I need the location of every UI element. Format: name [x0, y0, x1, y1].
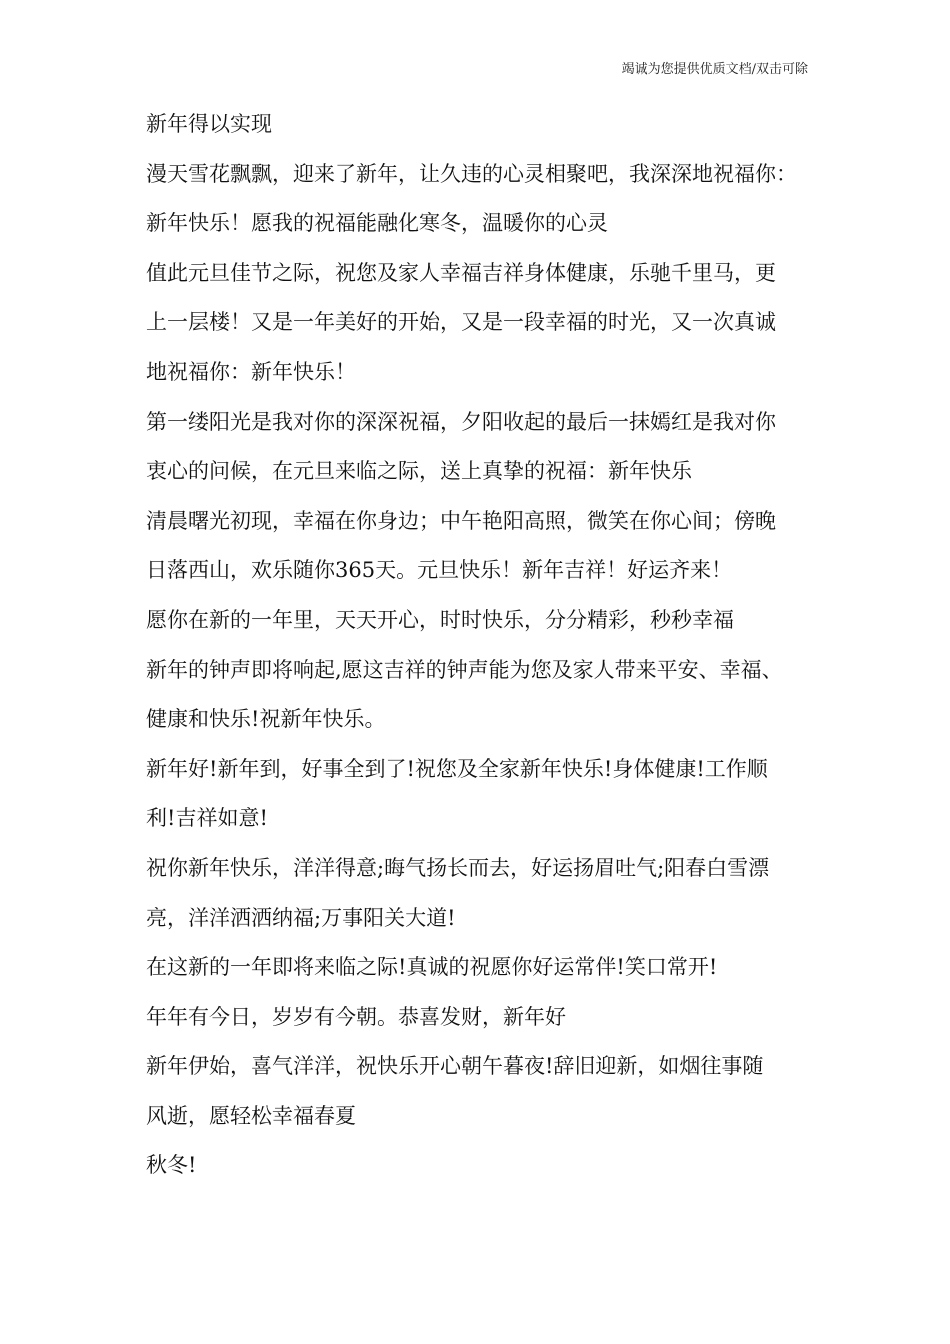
text-line: 新年快乐！愿我的祝福能融化寒冬，温暖你的心灵: [146, 211, 608, 236]
text-line: 漫天雪花飘飘，迎来了新年，让久违的心灵相聚吧，我深深地祝福你：: [146, 161, 797, 186]
text-line: 清晨曙光初现，幸福在你身边；中午艳阳高照，微笑在你心间；傍晚: [146, 508, 776, 533]
text-line: 利!吉祥如意!: [146, 806, 268, 831]
text-line: 新年伊始，喜气洋洋，祝快乐开心朝午暮夜!辞旧迎新，如烟往事随: [146, 1054, 764, 1079]
text-line: 衷心的问候，在元旦来临之际，送上真挚的祝福：新年快乐: [146, 459, 692, 484]
text-line: 值此元旦佳节之际，祝您及家人幸福吉祥身体健康，乐驰千里马，更: [146, 260, 776, 285]
text-line: 风逝，愿轻松幸福春夏: [146, 1103, 356, 1128]
text-line: 上一层楼！又是一年美好的开始，又是一段幸福的时光，又一次真诚: [146, 310, 776, 335]
text-line: 秋冬!: [146, 1153, 197, 1178]
text-line: 愿你在新的一年里，天天开心，时时快乐，分分精彩，秒秒幸福: [146, 607, 734, 632]
text-line: 地祝福你：新年快乐！: [146, 359, 356, 384]
text-line: 新年好!新年到，好事全到了!祝您及全家新年快乐!身体健康!工作顺: [146, 756, 768, 781]
text-line: 健康和快乐!祝新年快乐。: [146, 707, 386, 732]
text-line: 新年的钟声即将响起,愿这吉祥的钟声能为您及家人带来平安、幸福、: [146, 657, 783, 682]
text-line: 祝你新年快乐，洋洋得意;晦气扬长而去，好运扬眉吐气;阳春白雪漂: [146, 855, 770, 880]
text-line: 新年得以实现: [146, 112, 272, 136]
header-note: 竭诚为您提供优质文档/双击可除: [621, 62, 808, 77]
text-line: 日落西山，欢乐随你365天。元旦快乐！新年吉祥！好运齐来！: [146, 558, 733, 583]
text-line: 在这新的一年即将来临之际!真诚的祝愿你好运常伴!笑口常开!: [146, 955, 718, 980]
text-line: 亮，洋洋洒洒纳福;万事阳关大道!: [146, 905, 456, 930]
text-line: 年年有今日，岁岁有今朝。恭喜发财，新年好: [146, 1004, 566, 1029]
document-body: [146, 100, 826, 1191]
text-line: 第一缕阳光是我对你的深深祝福，夕阳收起的最后一抹嫣红是我对你: [146, 409, 776, 434]
